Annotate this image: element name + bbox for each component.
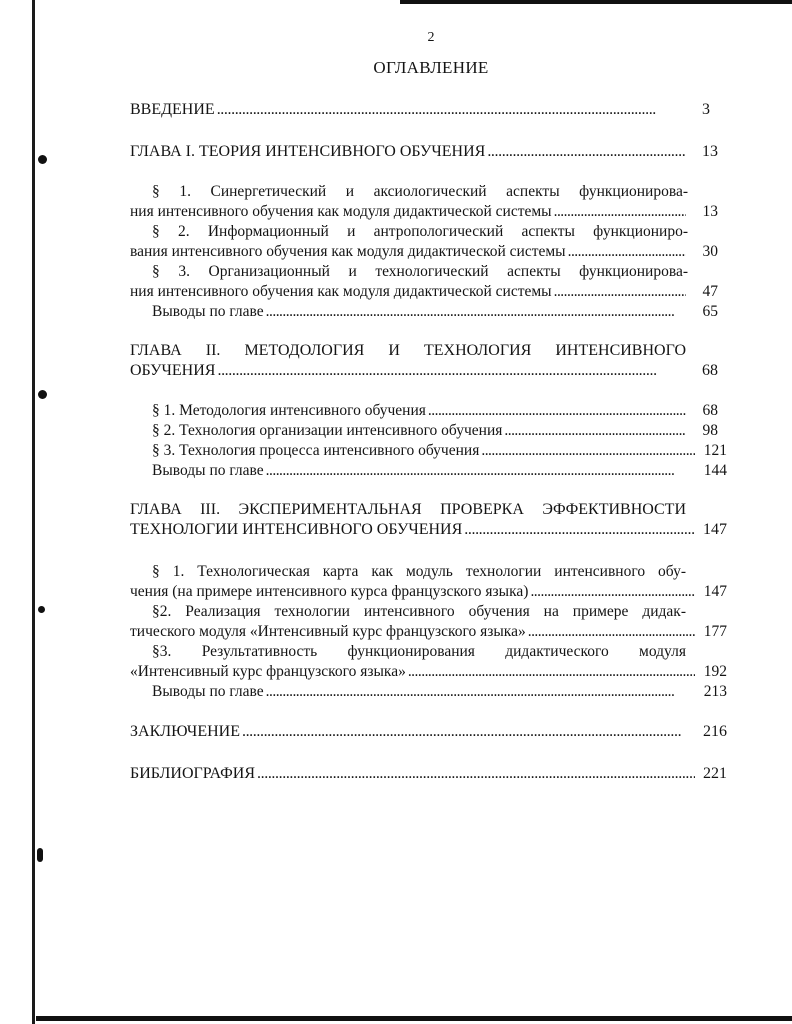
toc-entry-ch3-conclusions[interactable] [152,682,727,702]
toc-entry-label: ния интенсивного обучения как модуля дидактической системы [130,283,552,300]
toc-page-number: 13 [702,143,718,160]
toc-entry-bibliography[interactable] [130,764,727,784]
toc-entry-ch2-s1[interactable] [152,401,718,421]
page-title: ОГЛАВЛЕНИЕ [373,58,489,77]
toc-page-number: 192 [703,663,727,680]
toc-entry-ch1-s1-line1[interactable]: § 1. Синергетический и аксиологический аспекты функционирова- [152,183,688,200]
toc-entry-ch1-s1[interactable] [130,202,718,222]
toc-entry-ch3-s1-line1[interactable]: § 1. Технологическая карта как модуль технологии интенсивного обу- [152,563,686,580]
toc-page-number: 30 [702,243,718,260]
toc-entry-label: § 3. Технология процесса интенсивного обучения [152,442,480,459]
toc-page-number: 68 [702,402,718,419]
toc-entry-chapter-2-line1[interactable]: ГЛАВА II. МЕТОДОЛОГИЯ И ТЕХНОЛОГИЯ ИНТЕНСИВНОГО [130,342,686,359]
toc-entry-label: § 1. Методология интенсивного обучения [152,402,426,419]
toc-page-number: 3 [702,101,710,118]
toc-entry-label: ОБУЧЕНИЯ [130,362,216,379]
toc-page-number: 121 [703,442,727,459]
dot-leader [217,100,678,120]
toc-entry-ch1-conclusions[interactable] [152,302,718,322]
toc-entry-label: § 2. Технология организации интенсивного обучения [152,422,503,439]
dot-leader [528,622,695,642]
dot-leader [266,302,686,322]
toc-entry-label: Выводы по главе [152,462,264,479]
toc-entry-label: тического модуля «Интенсивный курс французского языка» [130,623,526,640]
dot-leader [242,722,695,742]
toc-page-number: 221 [703,765,727,782]
dot-leader [217,361,686,381]
toc-entry-label: вания интенсивного обучения как модуля дидактической системы [130,243,566,260]
toc-entry-ch3-s2[interactable] [130,622,727,642]
dot-leader [554,202,686,222]
dot-leader [530,582,695,602]
toc-entry-ch3-s3[interactable] [130,662,727,682]
toc-entry-label: Выводы по главе [152,683,264,700]
dot-leader [428,401,686,421]
toc-entry-ch2-conclusions[interactable] [152,461,727,481]
dot-leader [504,421,686,441]
toc-entry-ch2-s2[interactable] [152,421,718,441]
toc-page-number: 147 [703,521,727,538]
toc-entry-chapter-2[interactable] [130,361,718,381]
toc-page-number: 216 [703,723,727,740]
dot-leader [568,242,686,262]
toc-entry-intro[interactable] [130,100,710,120]
toc-entry-ch1-s2[interactable] [130,242,718,262]
toc-entry-ch1-s3-line1[interactable]: § 3. Организационный и технологический аспекты функционирова- [152,263,688,280]
toc-page-number: 144 [703,462,727,479]
dot-leader [266,461,695,481]
toc-entry-ch3-s1[interactable] [130,582,727,602]
toc-page-number: 213 [703,683,727,700]
dot-leader [487,142,686,162]
dot-leader [554,282,686,302]
toc-entry-label: ГЛАВА I. ТЕОРИЯ ИНТЕНСИВНОГО ОБУЧЕНИЯ [130,143,486,160]
toc-entry-ch1-s2-line1[interactable]: § 2. Информационный и антропологический аспекты функциониро- [152,223,688,240]
toc-page-number: 98 [702,422,718,439]
dot-leader [464,520,695,540]
toc-entry-ch3-s2-line1[interactable]: §2. Реализация технологии интенсивного обучения на примере дидак- [152,603,686,620]
toc-entry-label: ТЕХНОЛОГИИ ИНТЕНСИВНОГО ОБУЧЕНИЯ [130,521,463,538]
toc-entry-ch3-s3-line1[interactable]: §3. Результативность функционирования дидактического модуля [152,643,686,660]
dot-leader [481,441,695,461]
toc-entry-chapter-3-line1[interactable]: ГЛАВА III. ЭКСПЕРИМЕНТАЛЬНАЯ ПРОВЕРКА ЭФФЕКТИВНОСТИ [130,501,686,518]
toc-entry-conclusion[interactable] [130,722,727,742]
toc-entry-label: чения (на примере интенсивного курса французского языка) [130,583,529,600]
dot-leader [266,682,695,702]
page-number: 2 [427,30,435,45]
toc-entry-label: ния интенсивного обучения как модуля дидактической системы [130,203,552,220]
toc-page-number: 177 [703,623,727,640]
toc-page-number: 13 [702,203,718,220]
toc-entry-label: БИБЛИОГРАФИЯ [130,765,256,782]
toc-page-number: 47 [702,283,718,300]
dot-leader [408,662,695,682]
toc-entry-label: Выводы по главе [152,303,264,320]
toc-entry-label: ЗАКЛЮЧЕНИЕ [130,723,240,740]
toc-entry-label: ВВЕДЕНИЕ [130,101,215,118]
toc-entry-label: «Интенсивный курс французского языка» [130,663,406,680]
toc-entry-chapter-3[interactable] [130,520,727,540]
toc-page-number: 68 [702,362,718,379]
dot-leader [257,764,695,784]
toc-page-number: 147 [703,583,727,600]
toc-entry-chapter-1[interactable] [130,142,718,162]
toc-entry-ch2-s3[interactable] [152,441,727,461]
toc-entry-ch1-s3[interactable] [130,282,718,302]
toc-page-number: 65 [702,303,718,320]
